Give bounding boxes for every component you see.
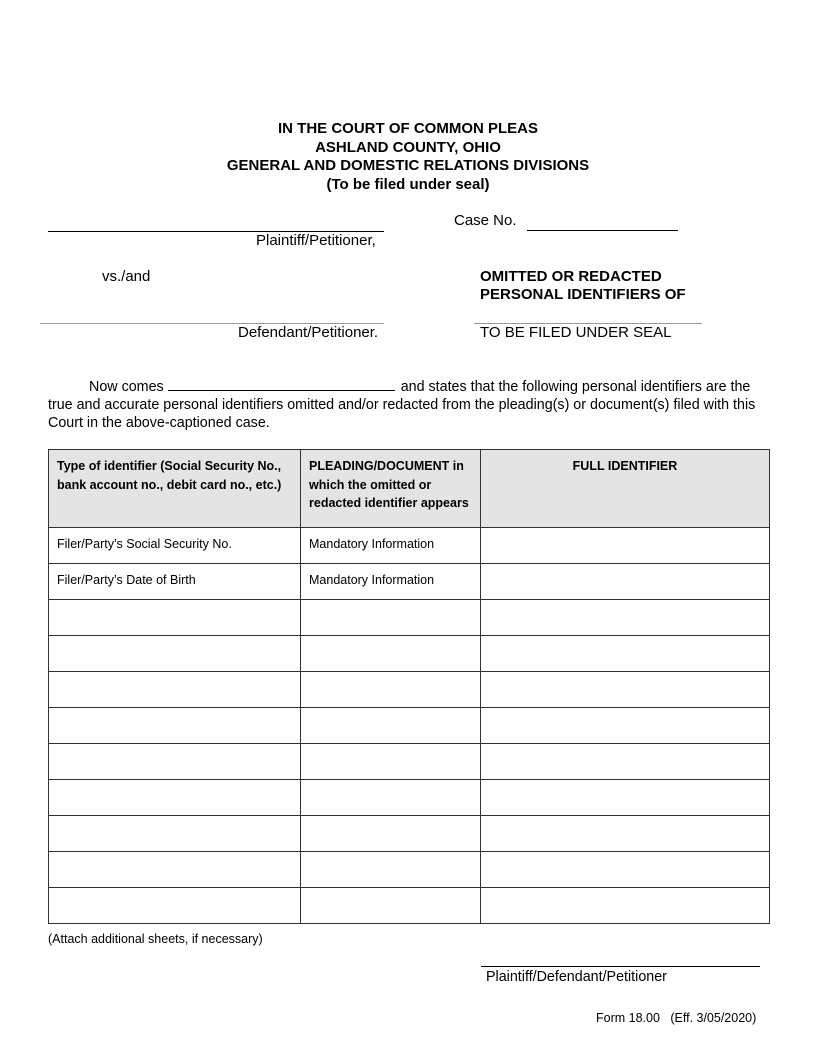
- case-no-field[interactable]: [527, 214, 678, 231]
- cell-full-identifier[interactable]: [481, 816, 770, 852]
- attach-sheets-note: (Attach additional sheets, if necessary): [48, 932, 263, 946]
- cell-pleading-document[interactable]: [301, 888, 481, 924]
- cell-identifier-type[interactable]: [49, 816, 301, 852]
- vs-label: vs./and: [102, 268, 151, 285]
- table-row: [49, 780, 770, 816]
- cell-full-identifier[interactable]: [481, 852, 770, 888]
- cell-identifier-type[interactable]: [49, 636, 301, 672]
- case-no-label: Case No.: [454, 212, 517, 229]
- cell-full-identifier[interactable]: [481, 708, 770, 744]
- form-footer: [596, 1011, 756, 1026]
- header-pleading-document: PLEADING/DOCUMENT in which the omitted or redacted identifier appears: [301, 450, 481, 528]
- cell-full-identifier[interactable]: [481, 564, 770, 600]
- effective-date: (Eff. 3/05/2020): [670, 1011, 757, 1025]
- cell-pleading-document[interactable]: [301, 636, 481, 672]
- cell-pleading-document: Mandatory Information: [301, 528, 481, 564]
- form-number: Form 18.00: [596, 1011, 660, 1025]
- cell-identifier-type: Filer/Party’s Social Security No.: [49, 528, 301, 564]
- cell-pleading-document[interactable]: [301, 600, 481, 636]
- table-row: [49, 600, 770, 636]
- statement-paragraph: [48, 378, 772, 432]
- table-row: [49, 708, 770, 744]
- table-row: [49, 564, 770, 600]
- cell-full-identifier[interactable]: [481, 888, 770, 924]
- cell-identifier-type[interactable]: [49, 672, 301, 708]
- document-title-line-1: OMITTED OR REDACTED: [480, 268, 662, 285]
- cell-full-identifier[interactable]: [481, 672, 770, 708]
- table-row: [49, 672, 770, 708]
- cell-full-identifier[interactable]: [481, 780, 770, 816]
- table-header-row: [49, 450, 770, 528]
- cell-identifier-type[interactable]: [49, 852, 301, 888]
- plaintiff-label: Plaintiff/Petitioner,: [256, 232, 376, 249]
- table-row: [49, 744, 770, 780]
- table-row: [49, 816, 770, 852]
- table-row: [49, 636, 770, 672]
- identifiers-table: [48, 449, 770, 924]
- signature-line[interactable]: [481, 966, 760, 967]
- cell-identifier-type[interactable]: [49, 708, 301, 744]
- cell-identifier-type: Filer/Party’s Date of Birth: [49, 564, 301, 600]
- cell-identifier-type[interactable]: [49, 744, 301, 780]
- signature-label: Plaintiff/Defendant/Petitioner: [486, 969, 667, 985]
- table-row: [49, 888, 770, 924]
- table-row: [49, 528, 770, 564]
- header-identifier-type: Type of identifier (Social Security No., bank account no., debit card no., etc.): [49, 450, 301, 528]
- defendant-label: Defendant/Petitioner.: [238, 324, 379, 341]
- cell-identifier-type[interactable]: [49, 600, 301, 636]
- filer-name-blank[interactable]: [168, 378, 395, 391]
- cell-pleading-document[interactable]: [301, 816, 481, 852]
- header-full-identifier: FULL IDENTIFIER: [481, 450, 770, 528]
- statement-text: and states that the following personal identifiers are the true and accurate personal identifiers omitted and/or redacted from the pleading(s) or document(s) filed with this Court in the above-captioned case.: [48, 379, 756, 431]
- court-heading-line-1: IN THE COURT OF COMMON PLEAS: [278, 120, 538, 137]
- cell-pleading-document[interactable]: [301, 780, 481, 816]
- cell-identifier-type[interactable]: [49, 888, 301, 924]
- under-seal-label: TO BE FILED UNDER SEAL: [480, 324, 672, 341]
- cell-pleading-document[interactable]: [301, 744, 481, 780]
- statement-lead: Now comes: [89, 379, 164, 395]
- cell-identifier-type[interactable]: [49, 780, 301, 816]
- cell-pleading-document[interactable]: [301, 672, 481, 708]
- cell-full-identifier[interactable]: [481, 600, 770, 636]
- court-heading-line-3: GENERAL AND DOMESTIC RELATIONS DIVISIONS: [226, 157, 590, 174]
- cell-pleading-document[interactable]: [301, 708, 481, 744]
- document-title-line-2: PERSONAL IDENTIFIERS OF: [480, 286, 686, 303]
- cell-full-identifier[interactable]: [481, 744, 770, 780]
- cell-pleading-document: Mandatory Information: [301, 564, 481, 600]
- court-heading-line-4: (To be filed under seal): [326, 175, 490, 193]
- cell-full-identifier[interactable]: [481, 528, 770, 564]
- table-row: [49, 852, 770, 888]
- cell-pleading-document[interactable]: [301, 852, 481, 888]
- cell-full-identifier[interactable]: [481, 636, 770, 672]
- court-heading-line-2: ASHLAND COUNTY, OHIO: [315, 138, 501, 156]
